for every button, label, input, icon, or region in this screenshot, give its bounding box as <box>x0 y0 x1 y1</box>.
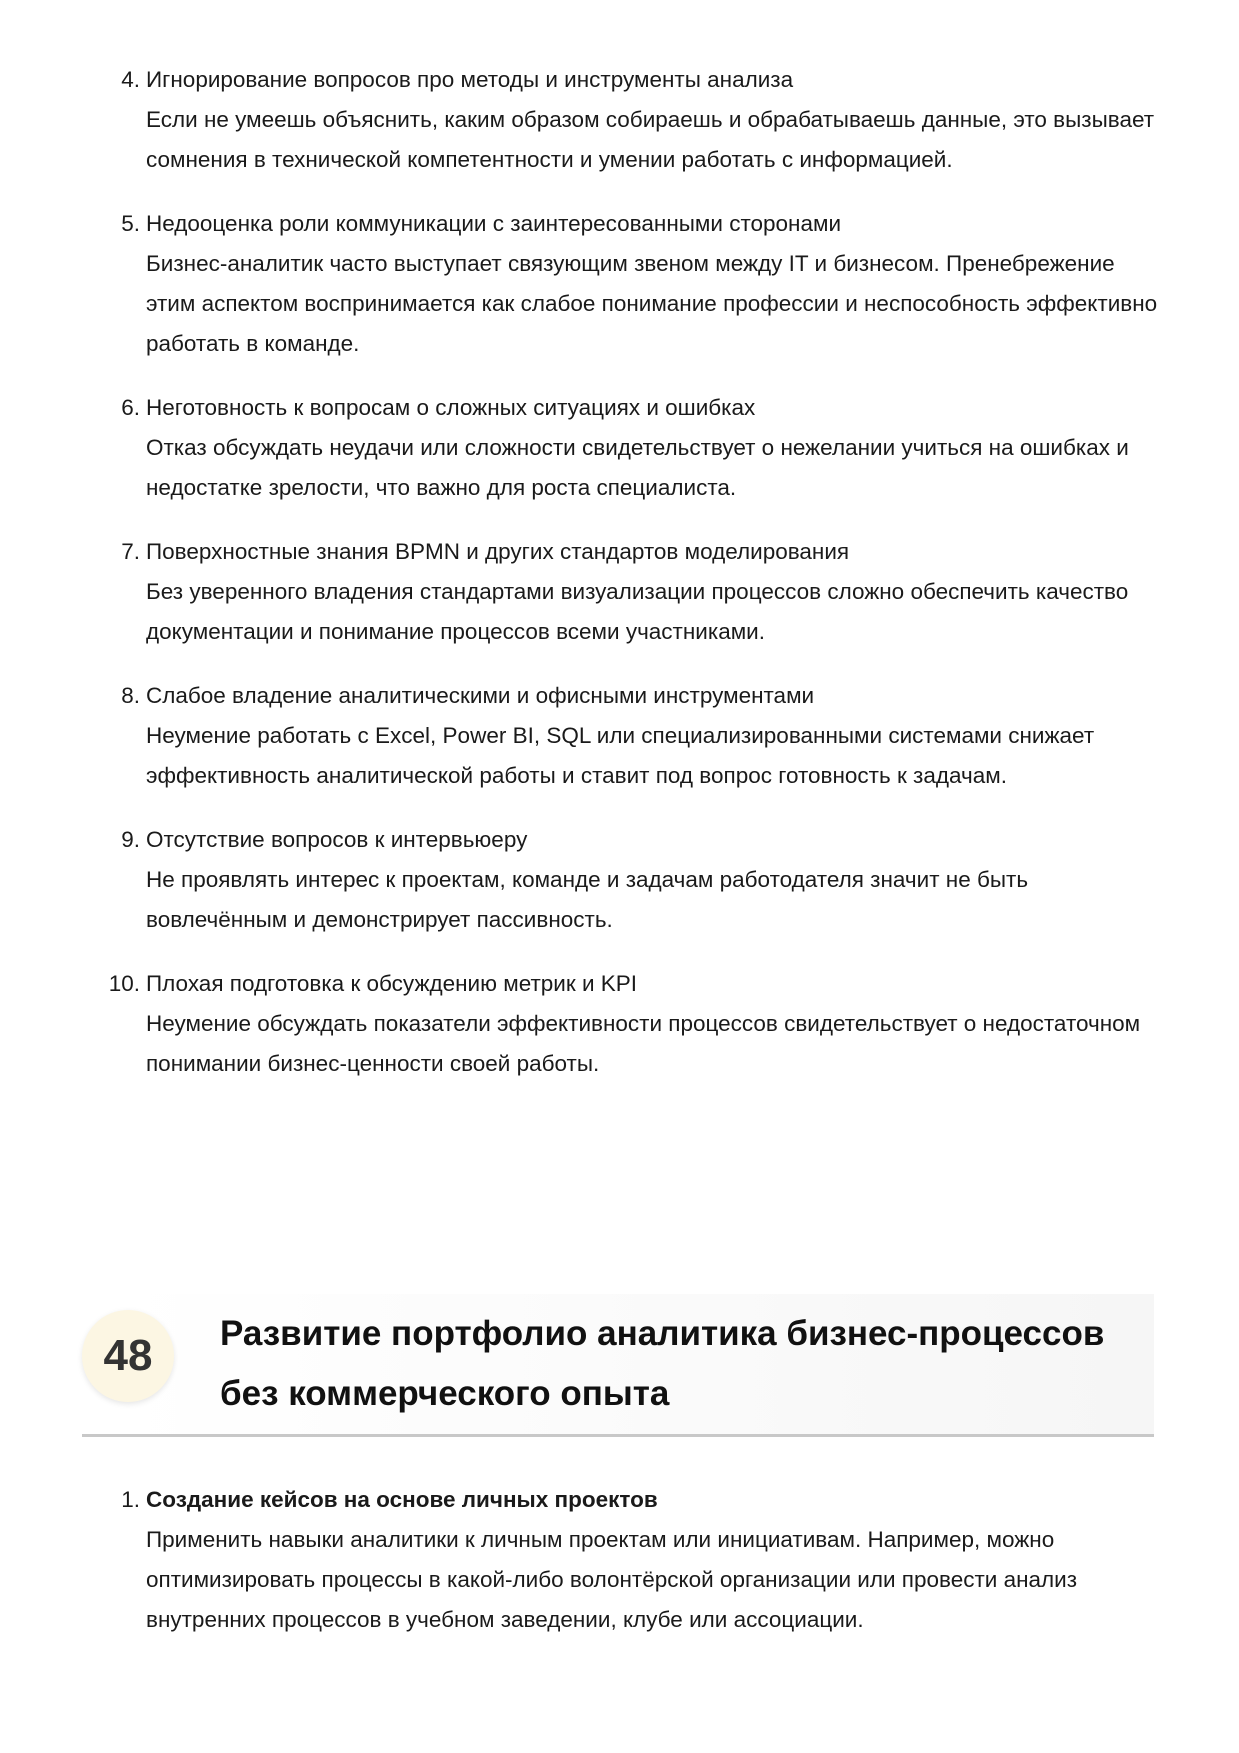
list-item <box>0 676 1239 796</box>
item-title: Слабое владение аналитическими и офисными инструментами <box>146 683 815 708</box>
item-description: Не проявлять интерес к проектам, команде и задачам работодателя значит не быть вовлечённым и демонстрирует пассивность. <box>146 867 1029 932</box>
item-number: 8. <box>121 683 140 708</box>
item-number: 5. <box>121 211 140 236</box>
item-number: 1. <box>121 1487 140 1512</box>
item-number: 4. <box>121 67 140 92</box>
section-header <box>82 1294 1154 1437</box>
item-description: Неумение работать с Excel, Power BI, SQL или специализированными системами снижает эффективность аналитической работы и ставит под вопрос готовность к задачам. <box>146 723 1095 788</box>
list-item <box>0 532 1239 652</box>
item-description: Если не умеешь объяснить, каким образом собираешь и обрабатываешь данные, это вызывает сомнения в технической компетентности и умении работать с информацией. <box>146 107 1155 172</box>
item-description: Применить навыки аналитики к личным проектам или инициативам. Например, можно оптимизировать процессы в какой-либо волонтёрской организации или провести анализ внутренних процессов в учебном заведении, клубе или ассоциации. <box>146 1527 1078 1632</box>
list-item <box>0 204 1239 364</box>
item-number: 7. <box>121 539 140 564</box>
item-number: 6. <box>121 395 140 420</box>
item-title: Неготовность к вопросам о сложных ситуациях и ошибках <box>146 395 756 420</box>
item-title: Поверхностные знания BPMN и других стандартов моделирования <box>146 539 850 564</box>
item-title: Создание кейсов на основе личных проектов <box>146 1487 658 1512</box>
list-item <box>0 964 1239 1084</box>
item-number: 9. <box>121 827 140 852</box>
section-number-badge: 48 <box>82 1310 174 1402</box>
list-item <box>0 60 1239 180</box>
list-item <box>0 388 1239 508</box>
item-description: Без уверенного владения стандартами визуализации процессов сложно обеспечить качество документации и понимание процессов всеми участниками. <box>146 579 1129 644</box>
mistakes-list <box>0 60 1239 1108</box>
item-description: Неумение обсуждать показатели эффективности процессов свидетельствует о недостаточном понимании бизнес-ценности своей работы. <box>146 1011 1141 1076</box>
portfolio-list <box>0 1480 1239 1664</box>
item-title: Плохая подготовка к обсуждению метрик и KPI <box>146 971 638 996</box>
item-title: Игнорирование вопросов про методы и инструменты анализа <box>146 67 794 92</box>
item-title: Недооценка роли коммуникации с заинтересованными сторонами <box>146 211 842 236</box>
section-title: Развитие портфолио аналитика бизнес-процессов без коммерческого опыта <box>220 1314 1105 1413</box>
item-description: Бизнес-аналитик часто выступает связующим звеном между IT и бизнесом. Пренебрежение этим аспектом воспринимается как слабое понимание профессии и неспособность эффективно работать в команде. <box>146 251 1158 356</box>
list-item <box>0 1480 1239 1640</box>
list-item <box>0 820 1239 940</box>
item-title: Отсутствие вопросов к интервьюеру <box>146 827 528 852</box>
item-number: 10. <box>108 971 140 996</box>
item-description: Отказ обсуждать неудачи или сложности свидетельствует о нежелании учиться на ошибках и недостатке зрелости, что важно для роста специалиста. <box>146 435 1129 500</box>
